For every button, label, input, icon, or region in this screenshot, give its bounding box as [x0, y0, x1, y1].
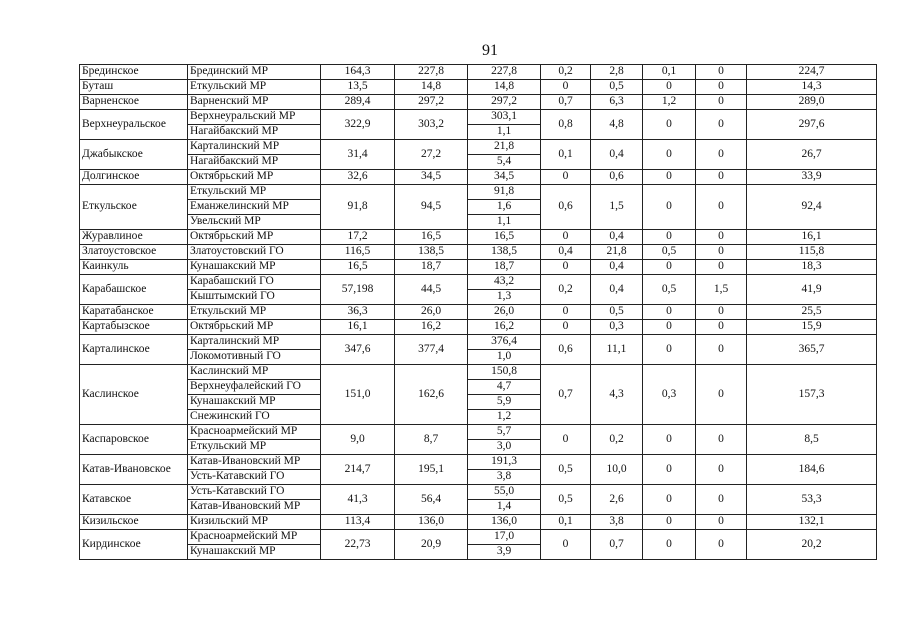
deposit-name-cell: Каслинское [80, 365, 188, 425]
value-cell: 16,1 [747, 230, 877, 245]
table-row [80, 515, 877, 530]
value-cell: 0,2 [591, 425, 643, 455]
value-cell: 0 [643, 185, 696, 230]
district-cell: Октябрьский МР [188, 230, 321, 245]
district-share-cell: 14,8 [468, 80, 541, 95]
district-cell: Кыштымский ГО [188, 290, 321, 305]
table-row [80, 80, 877, 95]
value-cell: 20,9 [395, 530, 468, 560]
value-cell: 8,5 [747, 425, 877, 455]
value-cell: 0 [643, 170, 696, 185]
value-cell: 164,3 [321, 65, 395, 80]
district-share-cell: 3,0 [468, 440, 541, 455]
district-cell: Октябрьский МР [188, 170, 321, 185]
table-row [80, 365, 877, 380]
value-cell: 0 [696, 170, 747, 185]
district-cell: Еткульский МР [188, 185, 321, 200]
value-cell: 0,6 [591, 170, 643, 185]
value-cell: 0,6 [541, 335, 591, 365]
value-cell: 0 [643, 455, 696, 485]
value-cell: 53,3 [747, 485, 877, 515]
table-row [80, 335, 877, 350]
value-cell: 322,9 [321, 110, 395, 140]
district-cell: Еманжелинский МР [188, 200, 321, 215]
value-cell: 27,2 [395, 140, 468, 170]
deposit-name-cell: Брединское [80, 65, 188, 80]
value-cell: 16,2 [395, 320, 468, 335]
deposit-name-cell: Карталинское [80, 335, 188, 365]
value-cell: 2,6 [591, 485, 643, 515]
value-cell: 138,5 [395, 245, 468, 260]
table-row [80, 455, 877, 470]
value-cell: 136,0 [395, 515, 468, 530]
district-share-cell: 5,4 [468, 155, 541, 170]
district-share-cell: 3,8 [468, 470, 541, 485]
table-row [80, 185, 877, 200]
value-cell: 0,5 [643, 245, 696, 260]
value-cell: 10,0 [591, 455, 643, 485]
value-cell: 0 [541, 320, 591, 335]
value-cell: 15,9 [747, 320, 877, 335]
value-cell: 0 [643, 515, 696, 530]
value-cell: 0,5 [541, 485, 591, 515]
value-cell: 132,1 [747, 515, 877, 530]
value-cell: 0,2 [541, 65, 591, 80]
district-cell: Карталинский МР [188, 140, 321, 155]
district-cell: Еткульский МР [188, 440, 321, 455]
table-row [80, 95, 877, 110]
value-cell: 0 [643, 485, 696, 515]
district-share-cell: 18,7 [468, 260, 541, 275]
district-cell: Верхнеуфалейский ГО [188, 380, 321, 395]
deposit-name-cell: Карабашское [80, 275, 188, 305]
value-cell: 0,3 [643, 365, 696, 425]
deposit-name-cell: Каинкуль [80, 260, 188, 275]
table-row [80, 425, 877, 440]
value-cell: 9,0 [321, 425, 395, 455]
value-cell: 1,5 [591, 185, 643, 230]
value-cell: 16,1 [321, 320, 395, 335]
table-row [80, 110, 877, 125]
value-cell: 0 [696, 425, 747, 455]
deposit-name-cell: Катавское [80, 485, 188, 515]
value-cell: 0 [696, 230, 747, 245]
district-cell: Катав-Ивановский МР [188, 500, 321, 515]
value-cell: 16,5 [395, 230, 468, 245]
deposit-name-cell: Златоустовское [80, 245, 188, 260]
value-cell: 34,5 [395, 170, 468, 185]
value-cell: 0,3 [591, 320, 643, 335]
deposit-name-cell: Буташ [80, 80, 188, 95]
value-cell: 365,7 [747, 335, 877, 365]
deposit-name-cell: Каратабанское [80, 305, 188, 320]
value-cell: 0 [643, 230, 696, 245]
value-cell: 0 [541, 170, 591, 185]
value-cell: 16,5 [321, 260, 395, 275]
table-row [80, 260, 877, 275]
value-cell: 289,0 [747, 95, 877, 110]
value-cell: 4,8 [591, 110, 643, 140]
value-cell: 0 [643, 260, 696, 275]
district-share-cell: 303,1 [468, 110, 541, 125]
district-share-cell: 17,0 [468, 530, 541, 545]
deposit-name-cell: Долгинское [80, 170, 188, 185]
table-row [80, 485, 877, 500]
table-row [80, 530, 877, 545]
value-cell: 14,3 [747, 80, 877, 95]
value-cell: 25,5 [747, 305, 877, 320]
value-cell: 0 [696, 110, 747, 140]
value-cell: 0 [696, 305, 747, 320]
value-cell: 0,7 [541, 95, 591, 110]
value-cell: 17,2 [321, 230, 395, 245]
district-share-cell: 16,5 [468, 230, 541, 245]
value-cell: 18,3 [747, 260, 877, 275]
value-cell: 115,8 [747, 245, 877, 260]
deposit-name-cell: Еткульское [80, 185, 188, 230]
value-cell: 20,2 [747, 530, 877, 560]
value-cell: 4,3 [591, 365, 643, 425]
value-cell: 0 [696, 140, 747, 170]
value-cell: 116,5 [321, 245, 395, 260]
value-cell: 0 [696, 260, 747, 275]
district-share-cell: 43,2 [468, 275, 541, 290]
district-share-cell: 34,5 [468, 170, 541, 185]
deposit-name-cell: Журавлиное [80, 230, 188, 245]
value-cell: 0 [643, 80, 696, 95]
value-cell: 11,1 [591, 335, 643, 365]
value-cell: 113,4 [321, 515, 395, 530]
district-share-cell: 4,7 [468, 380, 541, 395]
value-cell: 0,1 [541, 515, 591, 530]
district-share-cell: 1,2 [468, 410, 541, 425]
value-cell: 0 [643, 140, 696, 170]
district-cell: Красноармейский МР [188, 425, 321, 440]
deposit-name-cell: Кирдинское [80, 530, 188, 560]
district-share-cell: 3,9 [468, 545, 541, 560]
value-cell: 0,8 [541, 110, 591, 140]
value-cell: 377,4 [395, 335, 468, 365]
district-share-cell: 138,5 [468, 245, 541, 260]
value-cell: 13,5 [321, 80, 395, 95]
district-cell: Карталинский МР [188, 335, 321, 350]
value-cell: 0,6 [541, 185, 591, 230]
deposit-name-cell: Джабыкское [80, 140, 188, 170]
value-cell: 0 [541, 530, 591, 560]
value-cell: 0 [696, 515, 747, 530]
value-cell: 92,4 [747, 185, 877, 230]
district-cell: Кунашакский МР [188, 260, 321, 275]
district-share-cell: 297,2 [468, 95, 541, 110]
district-share-cell: 136,0 [468, 515, 541, 530]
value-cell: 214,7 [321, 455, 395, 485]
value-cell: 0,2 [541, 275, 591, 305]
value-cell: 0 [696, 95, 747, 110]
district-cell: Верхнеуральский МР [188, 110, 321, 125]
value-cell: 297,6 [747, 110, 877, 140]
deposit-name-cell: Верхнеуральское [80, 110, 188, 140]
district-cell: Кунашакский МР [188, 545, 321, 560]
value-cell: 0 [643, 530, 696, 560]
value-cell: 0 [696, 530, 747, 560]
district-share-cell: 191,3 [468, 455, 541, 470]
value-cell: 0 [541, 305, 591, 320]
value-cell: 26,7 [747, 140, 877, 170]
value-cell: 56,4 [395, 485, 468, 515]
district-share-cell: 227,8 [468, 65, 541, 80]
value-cell: 0,4 [591, 230, 643, 245]
table-row [80, 245, 877, 260]
value-cell: 3,8 [591, 515, 643, 530]
value-cell: 0 [696, 80, 747, 95]
value-cell: 0,7 [591, 530, 643, 560]
district-share-cell: 1,0 [468, 350, 541, 365]
value-cell: 0 [643, 335, 696, 365]
table-row [80, 305, 877, 320]
district-share-cell: 1,1 [468, 215, 541, 230]
value-cell: 289,4 [321, 95, 395, 110]
value-cell: 14,8 [395, 80, 468, 95]
page-number: 91 [482, 42, 498, 59]
district-cell: Златоустовский ГО [188, 245, 321, 260]
value-cell: 0,5 [591, 305, 643, 320]
district-share-cell: 91,8 [468, 185, 541, 200]
value-cell: 0 [541, 260, 591, 275]
table-row [80, 320, 877, 335]
value-cell: 31,4 [321, 140, 395, 170]
district-cell: Октябрьский МР [188, 320, 321, 335]
table-row [80, 275, 877, 290]
district-cell: Усть-Катавский ГО [188, 485, 321, 500]
value-cell: 94,5 [395, 185, 468, 230]
value-cell: 0 [541, 80, 591, 95]
value-cell: 0 [541, 425, 591, 455]
value-cell: 0 [696, 320, 747, 335]
value-cell: 32,6 [321, 170, 395, 185]
district-cell: Кизильский МР [188, 515, 321, 530]
value-cell: 162,6 [395, 365, 468, 425]
value-cell: 0 [696, 365, 747, 425]
value-cell: 0 [696, 245, 747, 260]
value-cell: 0 [643, 110, 696, 140]
district-share-cell: 16,2 [468, 320, 541, 335]
deposit-name-cell: Картабызское [80, 320, 188, 335]
value-cell: 6,3 [591, 95, 643, 110]
district-cell: Карабашский ГО [188, 275, 321, 290]
district-share-cell: 55,0 [468, 485, 541, 500]
value-cell: 26,0 [395, 305, 468, 320]
value-cell: 297,2 [395, 95, 468, 110]
value-cell: 36,3 [321, 305, 395, 320]
value-cell: 0 [541, 230, 591, 245]
value-cell: 347,6 [321, 335, 395, 365]
table-row [80, 170, 877, 185]
district-share-cell: 1,3 [468, 290, 541, 305]
value-cell: 151,0 [321, 365, 395, 425]
value-cell: 0 [696, 185, 747, 230]
district-share-cell: 21,8 [468, 140, 541, 155]
value-cell: 0,4 [591, 140, 643, 170]
value-cell: 0,7 [541, 365, 591, 425]
value-cell: 18,7 [395, 260, 468, 275]
value-cell: 44,5 [395, 275, 468, 305]
value-cell: 0,4 [541, 245, 591, 260]
deposit-name-cell: Катав-Ивановское [80, 455, 188, 485]
district-cell: Нагайбакский МР [188, 125, 321, 140]
value-cell: 0,5 [541, 455, 591, 485]
value-cell: 0 [643, 320, 696, 335]
value-cell: 0 [696, 485, 747, 515]
district-cell: Кунашакский МР [188, 395, 321, 410]
district-cell: Красноармейский МР [188, 530, 321, 545]
district-cell: Катав-Ивановский МР [188, 455, 321, 470]
district-cell: Усть-Катавский ГО [188, 470, 321, 485]
value-cell: 0,5 [643, 275, 696, 305]
value-cell: 21,8 [591, 245, 643, 260]
district-cell: Нагайбакский МР [188, 155, 321, 170]
value-cell: 1,5 [696, 275, 747, 305]
deposit-name-cell: Каспаровское [80, 425, 188, 455]
district-share-cell: 5,9 [468, 395, 541, 410]
value-cell: 57,198 [321, 275, 395, 305]
district-share-cell: 1,6 [468, 200, 541, 215]
value-cell: 0 [643, 425, 696, 455]
value-cell: 0 [696, 65, 747, 80]
district-share-cell: 5,7 [468, 425, 541, 440]
value-cell: 303,2 [395, 110, 468, 140]
value-cell: 0 [696, 455, 747, 485]
deposits-table [79, 64, 877, 560]
district-cell: Снежинский ГО [188, 410, 321, 425]
district-cell: Еткульский МР [188, 305, 321, 320]
table-row [80, 230, 877, 245]
value-cell: 0,4 [591, 275, 643, 305]
deposit-name-cell: Варненское [80, 95, 188, 110]
district-share-cell: 150,8 [468, 365, 541, 380]
value-cell: 224,7 [747, 65, 877, 80]
district-share-cell: 1,4 [468, 500, 541, 515]
district-cell: Брединский МР [188, 65, 321, 80]
value-cell: 0 [696, 335, 747, 365]
deposit-name-cell: Кизильское [80, 515, 188, 530]
district-cell: Варненский МР [188, 95, 321, 110]
district-cell: Каслинский МР [188, 365, 321, 380]
district-share-cell: 376,4 [468, 335, 541, 350]
value-cell: 0,5 [591, 80, 643, 95]
district-share-cell: 26,0 [468, 305, 541, 320]
value-cell: 41,3 [321, 485, 395, 515]
value-cell: 1,2 [643, 95, 696, 110]
value-cell: 157,3 [747, 365, 877, 425]
table-row [80, 65, 877, 80]
value-cell: 22,73 [321, 530, 395, 560]
value-cell: 0 [643, 305, 696, 320]
value-cell: 0,1 [643, 65, 696, 80]
district-cell: Еткульский МР [188, 80, 321, 95]
value-cell: 184,6 [747, 455, 877, 485]
value-cell: 8,7 [395, 425, 468, 455]
table-row [80, 140, 877, 155]
value-cell: 195,1 [395, 455, 468, 485]
district-share-cell: 1,1 [468, 125, 541, 140]
value-cell: 41,9 [747, 275, 877, 305]
district-cell: Увельский МР [188, 215, 321, 230]
value-cell: 0,1 [541, 140, 591, 170]
value-cell: 227,8 [395, 65, 468, 80]
value-cell: 91,8 [321, 185, 395, 230]
value-cell: 33,9 [747, 170, 877, 185]
value-cell: 0,4 [591, 260, 643, 275]
value-cell: 2,8 [591, 65, 643, 80]
district-cell: Локомотивный ГО [188, 350, 321, 365]
